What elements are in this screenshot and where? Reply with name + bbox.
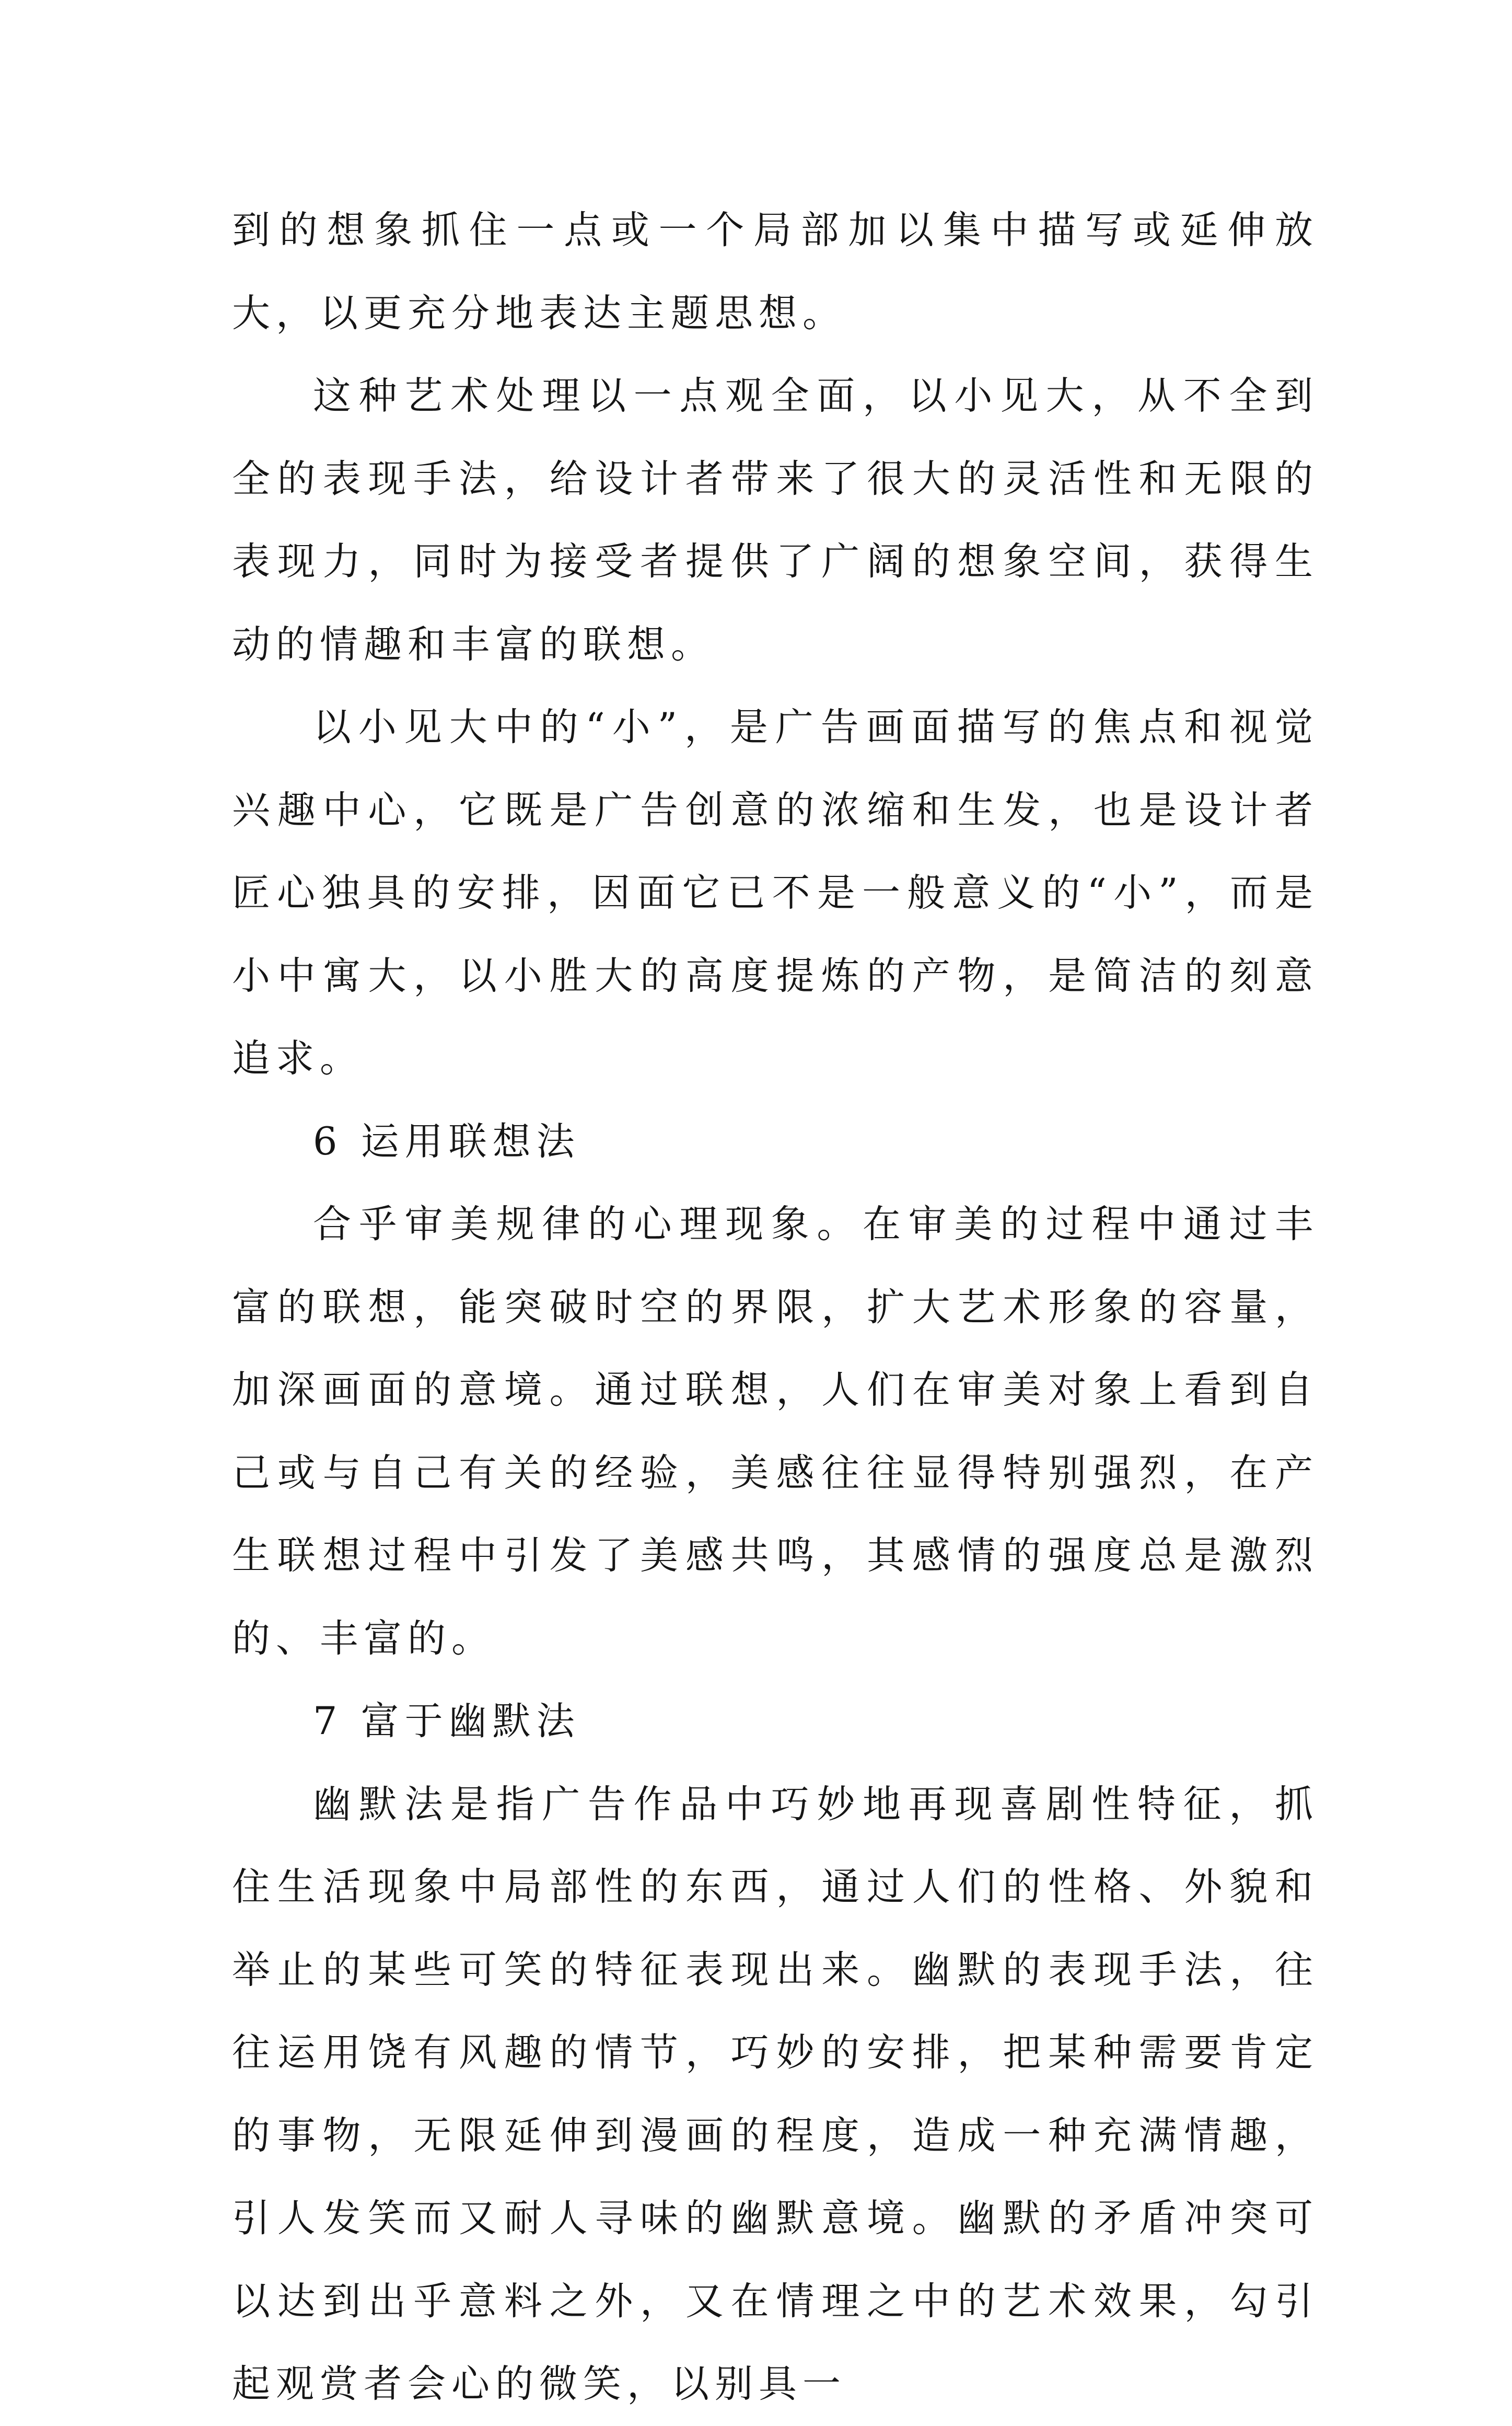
paragraph-small-reflects-large: 以小见大中的“小”，是广告画面描写的焦点和视觉兴趣中心，它既是广告创意的浓缩和生发，也是设计者匠心独具的安排，因面它已不是一般意义的“小”，而是小中寓大，以小胜大的高度提炼的产物，是简洁的刻意追求。: [232, 705, 1319, 1081]
paragraph-humor: 幽默法是指广告作品中巧妙地再现喜剧性特征，抓住生活现象中局部性的东西，通过人们的性格、外貌和举止的某些可笑的特征表现出来。幽默的表现手法，往往运用饶有风趣的情节，巧妙的安排，把某种需要肯定的事物，无限延伸到漫画的程度，造成一种充满情趣，引人发笑而又耐人寻味的幽默意境。幽默的矛盾冲突可以达到出乎意料之外，又在情理之中的艺术效果，勾引起观赏者会心的微笑，以别具一: [232, 1782, 1319, 2406]
paragraph-art-processing: 这种艺术处理以一点观全面，以小见大，从不全到全的表现手法，给设计者带来了很大的灵活性和无限的表现力，同时为接受者提供了广阔的想象空间，获得生动的情趣和丰富的联想。: [232, 374, 1319, 667]
paragraph-association: 合乎审美规律的心理现象。在审美的过程中通过丰富的联想，能突破时空的界限，扩大艺术形象的容量，加深画面的意境。通过联想，人们在审美对象上看到自己或与自己有关的经验，美感往往显得特别强烈，在产生联想过程中引发了美感共鸣，其感情的强度总是激烈的、丰富的。: [232, 1202, 1319, 1661]
section-heading-humor: 7 富于幽默法: [313, 1699, 580, 1743]
document-body: [232, 189, 1319, 2426]
paragraph-continuation: 到的想象抓住一点或一个局部加以集中描写或延伸放大，以更充分地表达主题思想。: [232, 208, 1319, 336]
section-heading-association: 6 运用联想法: [313, 1119, 580, 1164]
